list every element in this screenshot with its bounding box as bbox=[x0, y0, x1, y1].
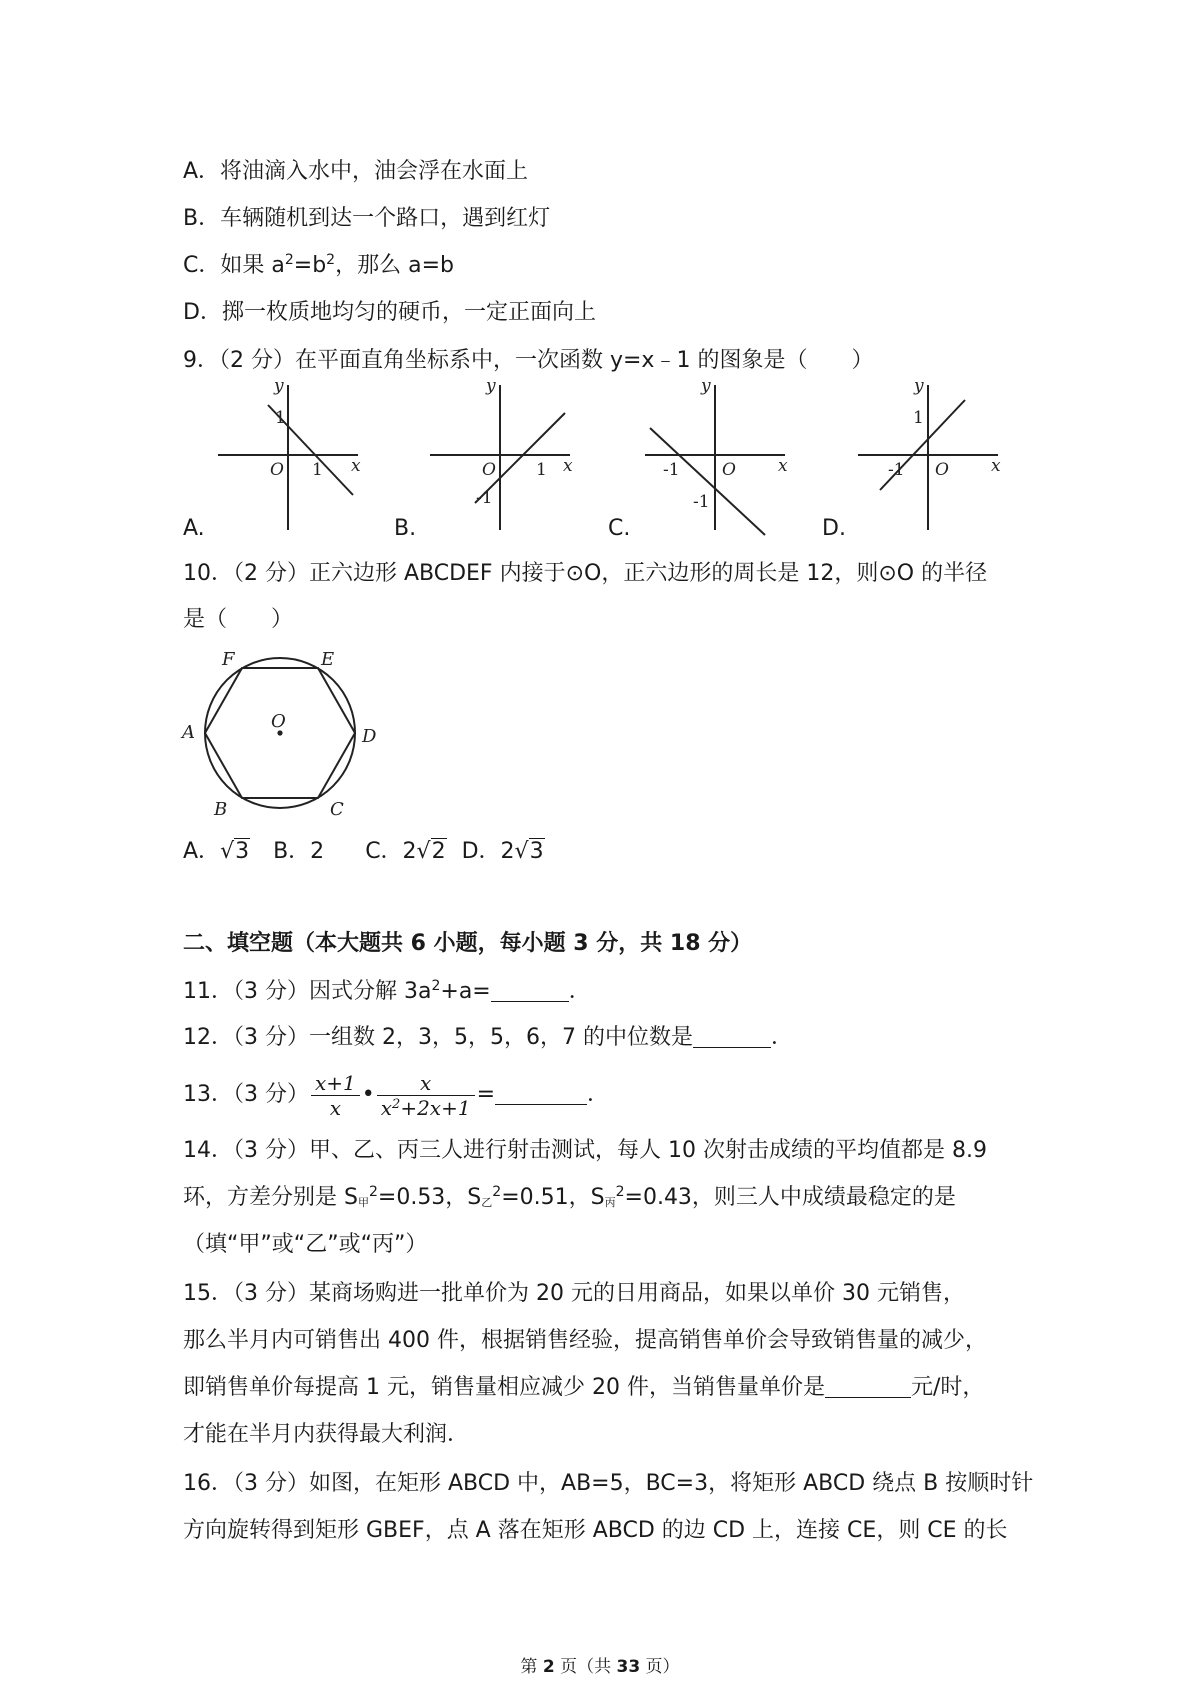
q9-stem: 9．（2 分）在平面直角坐标系中，一次函数 y=x﹣1 的图象是（ ） bbox=[183, 348, 874, 373]
graph-b-tick: -1 bbox=[476, 488, 493, 508]
vertex-f: F bbox=[222, 649, 235, 670]
q9-option-c-label: C. bbox=[608, 516, 631, 541]
graph-d-x-label: x bbox=[991, 456, 1001, 476]
graph-a-x-label: x bbox=[351, 456, 361, 476]
q9-option-a-label: A. bbox=[183, 516, 205, 541]
graph-a-y-label: y bbox=[274, 376, 284, 396]
q15-line2: 那么半月内可销售出 400 件，根据销售经验，提高销售单价会导致销售量的减少， bbox=[183, 1328, 987, 1353]
q9-option-d-label: D. bbox=[822, 516, 846, 541]
q14-line2: 环，方差分别是 $S_甲^2=0.53$，$S_乙^2=0.51$，$S_丙^2=0.43$，则三人中成绩最稳定的是 bbox=[183, 1184, 956, 1210]
center-o: O bbox=[271, 711, 286, 732]
graph-b-y-label: y bbox=[486, 376, 496, 396]
graph-a-tick: 1 bbox=[275, 408, 286, 428]
q8-option-a: A．将油滴入水中，油会浮在水面上 bbox=[183, 159, 529, 184]
graph-a-tick: 1 bbox=[312, 460, 323, 480]
q10-hexagon-diagram bbox=[180, 645, 420, 825]
q8-option-b: B．车辆随机到达一个路口，遇到红灯 bbox=[183, 206, 551, 231]
vertex-d: D bbox=[362, 726, 377, 747]
q13: 13．（3 分） $\frac{x+1}{x}$ • $\frac{x}{x^2+2x+1}$ = ． bbox=[183, 1070, 610, 1120]
vertex-e: E bbox=[321, 649, 335, 670]
q8-option-c: C．如果 $a^2=b^2$，那么 a=b bbox=[183, 252, 454, 278]
q8-option-d: D．掷一枚质地均匀的硬币，一定正面向上 bbox=[183, 300, 596, 325]
graph-c-origin: O bbox=[722, 460, 736, 480]
graph-d-tick: 1 bbox=[913, 408, 924, 428]
q16-line2: 方向旋转得到矩形 GBEF，点 A 落在矩形 ABCD 的边 CD 上，连接 CE，则 CE 的长 bbox=[183, 1518, 1008, 1543]
q12: 12．（3 分）一组数 2，3，5，5，6，7 的中位数是 ． bbox=[183, 1025, 793, 1050]
graph-b-x-label: x bbox=[563, 456, 573, 476]
q10-stem-line1: 10．（2 分）正六边形 ABCDEF 内接于⊙O，正六边形的周长是 12，则⊙O 的半径 bbox=[183, 561, 988, 586]
q9-graphs bbox=[0, 375, 1200, 545]
graph-b-tick: 1 bbox=[536, 460, 547, 480]
graph-c-y-label: y bbox=[701, 376, 711, 396]
vertex-a: A bbox=[182, 722, 195, 743]
vertex-b: B bbox=[214, 799, 228, 820]
section-2-heading: 二、填空题（本大题共 6 小题，每小题 3 分，共 18 分） bbox=[183, 931, 753, 956]
q15-line4: 才能在半月内获得最大利润． bbox=[183, 1422, 470, 1447]
graph-c-tick: -1 bbox=[663, 460, 680, 480]
fraction-2: $\frac{x}{x^2+2x+1}$ bbox=[377, 1071, 475, 1120]
q14-line3: （填“甲”或“乙”或“丙”） bbox=[183, 1232, 428, 1257]
q10-options: A．√3 B．2 C．2√2 D．2√3 bbox=[183, 839, 544, 864]
graph-c-x-label: x bbox=[778, 456, 788, 476]
page-footer: 第 2 页（共 33 页） bbox=[520, 1657, 680, 1677]
graph-b-origin: O bbox=[482, 460, 496, 480]
vertex-c: C bbox=[330, 799, 344, 820]
graph-d-tick: -1 bbox=[888, 460, 905, 480]
q15-line1: 15．（3 分）某商场购进一批单价为 20 元的日用商品，如果以单价 30 元销售， bbox=[183, 1281, 965, 1306]
q9-option-b-label: B. bbox=[394, 516, 417, 541]
q11: 11．（3 分）因式分解 $3a^2+a=$ ． bbox=[183, 978, 591, 1004]
q10-stem-line2: 是（ ） bbox=[183, 607, 294, 632]
graph-a-origin: O bbox=[270, 460, 284, 480]
graph-d-y-label: y bbox=[914, 376, 924, 396]
q14-line1: 14．（3 分）甲、乙、丙三人进行射击测试，每人 10 次射击成绩的平均值都是 8.9 bbox=[183, 1138, 987, 1163]
fraction-1: $\frac{x+1}{x}$ bbox=[311, 1071, 360, 1120]
graph-c-tick: -1 bbox=[693, 492, 710, 512]
q16-line1: 16．（3 分）如图，在矩形 ABCD 中，AB=5，BC=3，将矩形 ABCD 绕点 B 按顺时针 bbox=[183, 1471, 1034, 1496]
graph-d-origin: O bbox=[935, 460, 949, 480]
q15-line3: 即销售单价每提高 1 元，销售量相应减少 20 件，当销售量单价是 元/时， bbox=[183, 1375, 985, 1400]
